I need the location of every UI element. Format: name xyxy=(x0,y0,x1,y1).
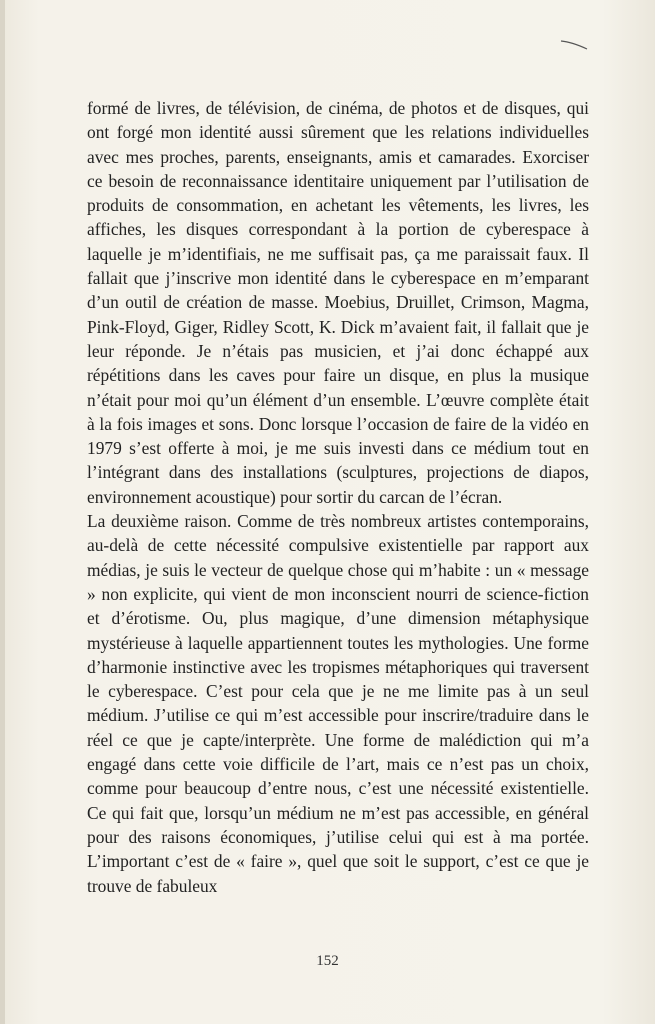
pencil-mark xyxy=(560,38,588,50)
paragraph: formé de livres, de télévision, de cinéma, de photos et de disques, qui ont forgé mon identité aussi sûrement que les relations individuelles avec mes proches, parents, enseignants, amis et camarades. Exorciser ce besoin de reconnaissance identitaire uniquement par l’utilisation de produits de consommation, en achetant les vêtements, les livres, les affiches, les disques correspondant à la portion de cyberespace à laquelle je m’identifiais, ne me suffisait pas, ça me paraissait faux. Il fallait que j’inscrive mon identité dans le cyberespace en m’emparant d’un outil de création de masse. Moebius, Druillet, Crimson, Magma, Pink-Floyd, Giger, Ridley Scott, K. Dick m’avaient fait, il fallait que je leur réponde. Je n’étais pas musicien, et j’ai donc échappé aux répétitions dans les caves pour faire un disque, en plus la musique n’était pour moi qu’un élément d’un ensemble. L’œuvre complète était à la fois images et sons. Donc lorsque l’occasion de faire de la vidéo en 1979 s’est offerte à moi, je me suis investi dans ce médium tout en l’intégrant dans des installations (sculptures, projections de diapos, environnement acoustique) pour sortir du carcan de l’écran. xyxy=(87,98,589,507)
page-number: 152 xyxy=(316,953,339,969)
paragraph: La deuxième raison. Comme de très nombreux artistes contemporains, au-delà de cette nécessité compulsive existentielle par rapport aux médias, je suis le vecteur de quelque chose qui m’habite : un « message » non explicite, qui vient de mon inconscient nourri de science-fiction et d’érotisme. Ou, plus magique, d’une dimension métaphysique mystérieuse à laquelle appartiennent toutes les mythologies. Une forme d’harmonie instinctive avec les tropismes métaphoriques qui traversent le cyberespace. C’est pour cela que je ne me limite pas à un seul médium. J’utilise ce qui m’est accessible pour inscrire/traduire dans le réel ce que je capte/interprète. Une forme de malédiction qui m’a engagé dans cette voie difficile de l’art, mais ce n’est pas un choix, comme pour beaucoup d’entre nous, c’est une nécessité existentielle. Ce qui fait que, lorsqu’un médium ne m’est pas accessible, en général pour des raisons économiques, j’utilise celui qui est à ma portée. L’important c’est de « faire », quel que soit le support, c’est ce que je trouve de fabuleux xyxy=(87,511,589,896)
body-text xyxy=(87,96,589,898)
page-edge xyxy=(0,0,5,1024)
